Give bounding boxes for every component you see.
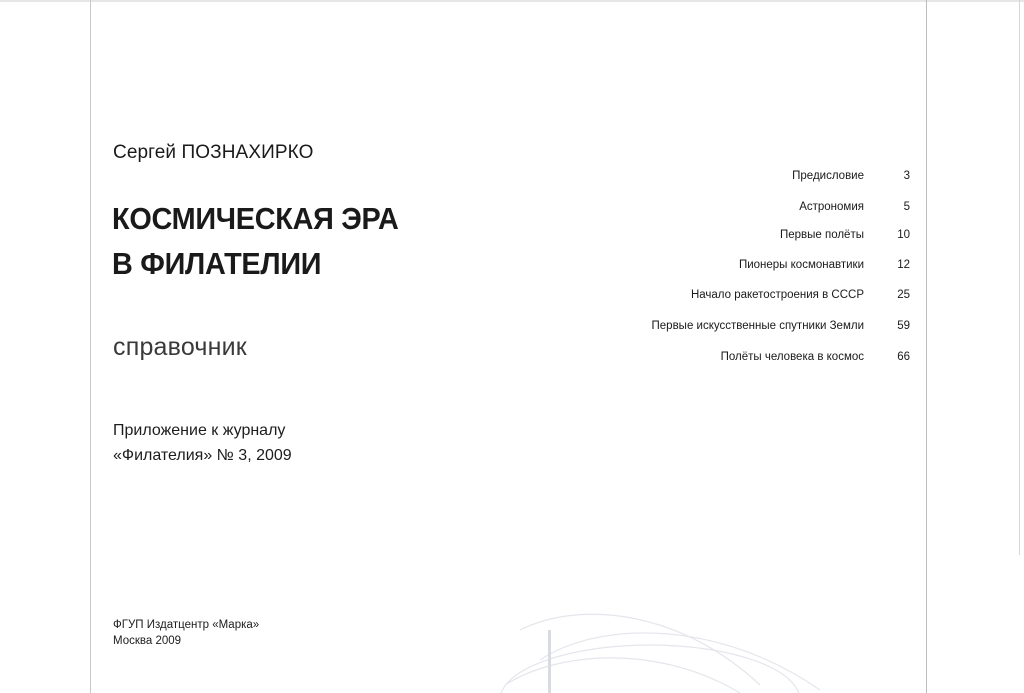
book-title — [112, 196, 398, 286]
toc-item-title: Начало ракетостроения в СССР — [690, 289, 864, 301]
toc-item-page: 59 — [897, 320, 910, 332]
toc-item[interactable] — [799, 201, 910, 213]
toc-item-page: 3 — [903, 170, 910, 182]
orbit-watermark-graphic — [500, 590, 920, 693]
book-title-line-2: В ФИЛАТЕЛИИ — [112, 246, 322, 281]
toc-item-page: 66 — [897, 351, 910, 363]
supplement-line-2: «Филателия» № 3, 2009 — [113, 447, 292, 464]
toc-item-page: 10 — [897, 229, 910, 241]
toc-item-page: 25 — [897, 289, 910, 301]
toc-item[interactable] — [739, 259, 910, 271]
book-kind: справочник — [113, 333, 247, 361]
author-name: Сергей ПОЗНАХИРКО — [113, 142, 314, 163]
toc-item-title: Астрономия — [799, 201, 864, 213]
toc-item-title: Предисловие — [792, 170, 864, 182]
toc-item[interactable] — [780, 229, 910, 241]
toc-item-title: Первые полёты — [779, 229, 864, 241]
supplement-line-1: Приложение к журналу — [113, 422, 286, 439]
toc-item[interactable] — [691, 289, 910, 301]
toc-item[interactable] — [721, 351, 910, 363]
toc-item-page: 12 — [897, 259, 910, 271]
publisher-line-2: Москва 2009 — [113, 635, 182, 647]
toc-item-title: Первые искусственные спутники Земли — [651, 320, 864, 332]
scan-far-edge — [1019, 0, 1020, 555]
publisher-line-1: ФГУП Издатцентр «Марка» — [113, 619, 260, 631]
supplement-note — [113, 418, 292, 468]
page-top-edge — [0, 0, 1024, 2]
publisher-info — [113, 617, 259, 649]
toc-item-page: 5 — [903, 201, 910, 213]
toc-item-title: Полёты человека в космос — [720, 351, 864, 363]
book-title-line-1: КОСМИЧЕСКАЯ ЭРА — [112, 201, 399, 236]
toc-item-title: Пионеры космонавтики — [738, 259, 864, 271]
page-left-edge — [90, 0, 91, 693]
toc-item[interactable] — [652, 320, 910, 332]
toc-item[interactable] — [792, 170, 910, 182]
page-right-edge — [926, 0, 927, 693]
